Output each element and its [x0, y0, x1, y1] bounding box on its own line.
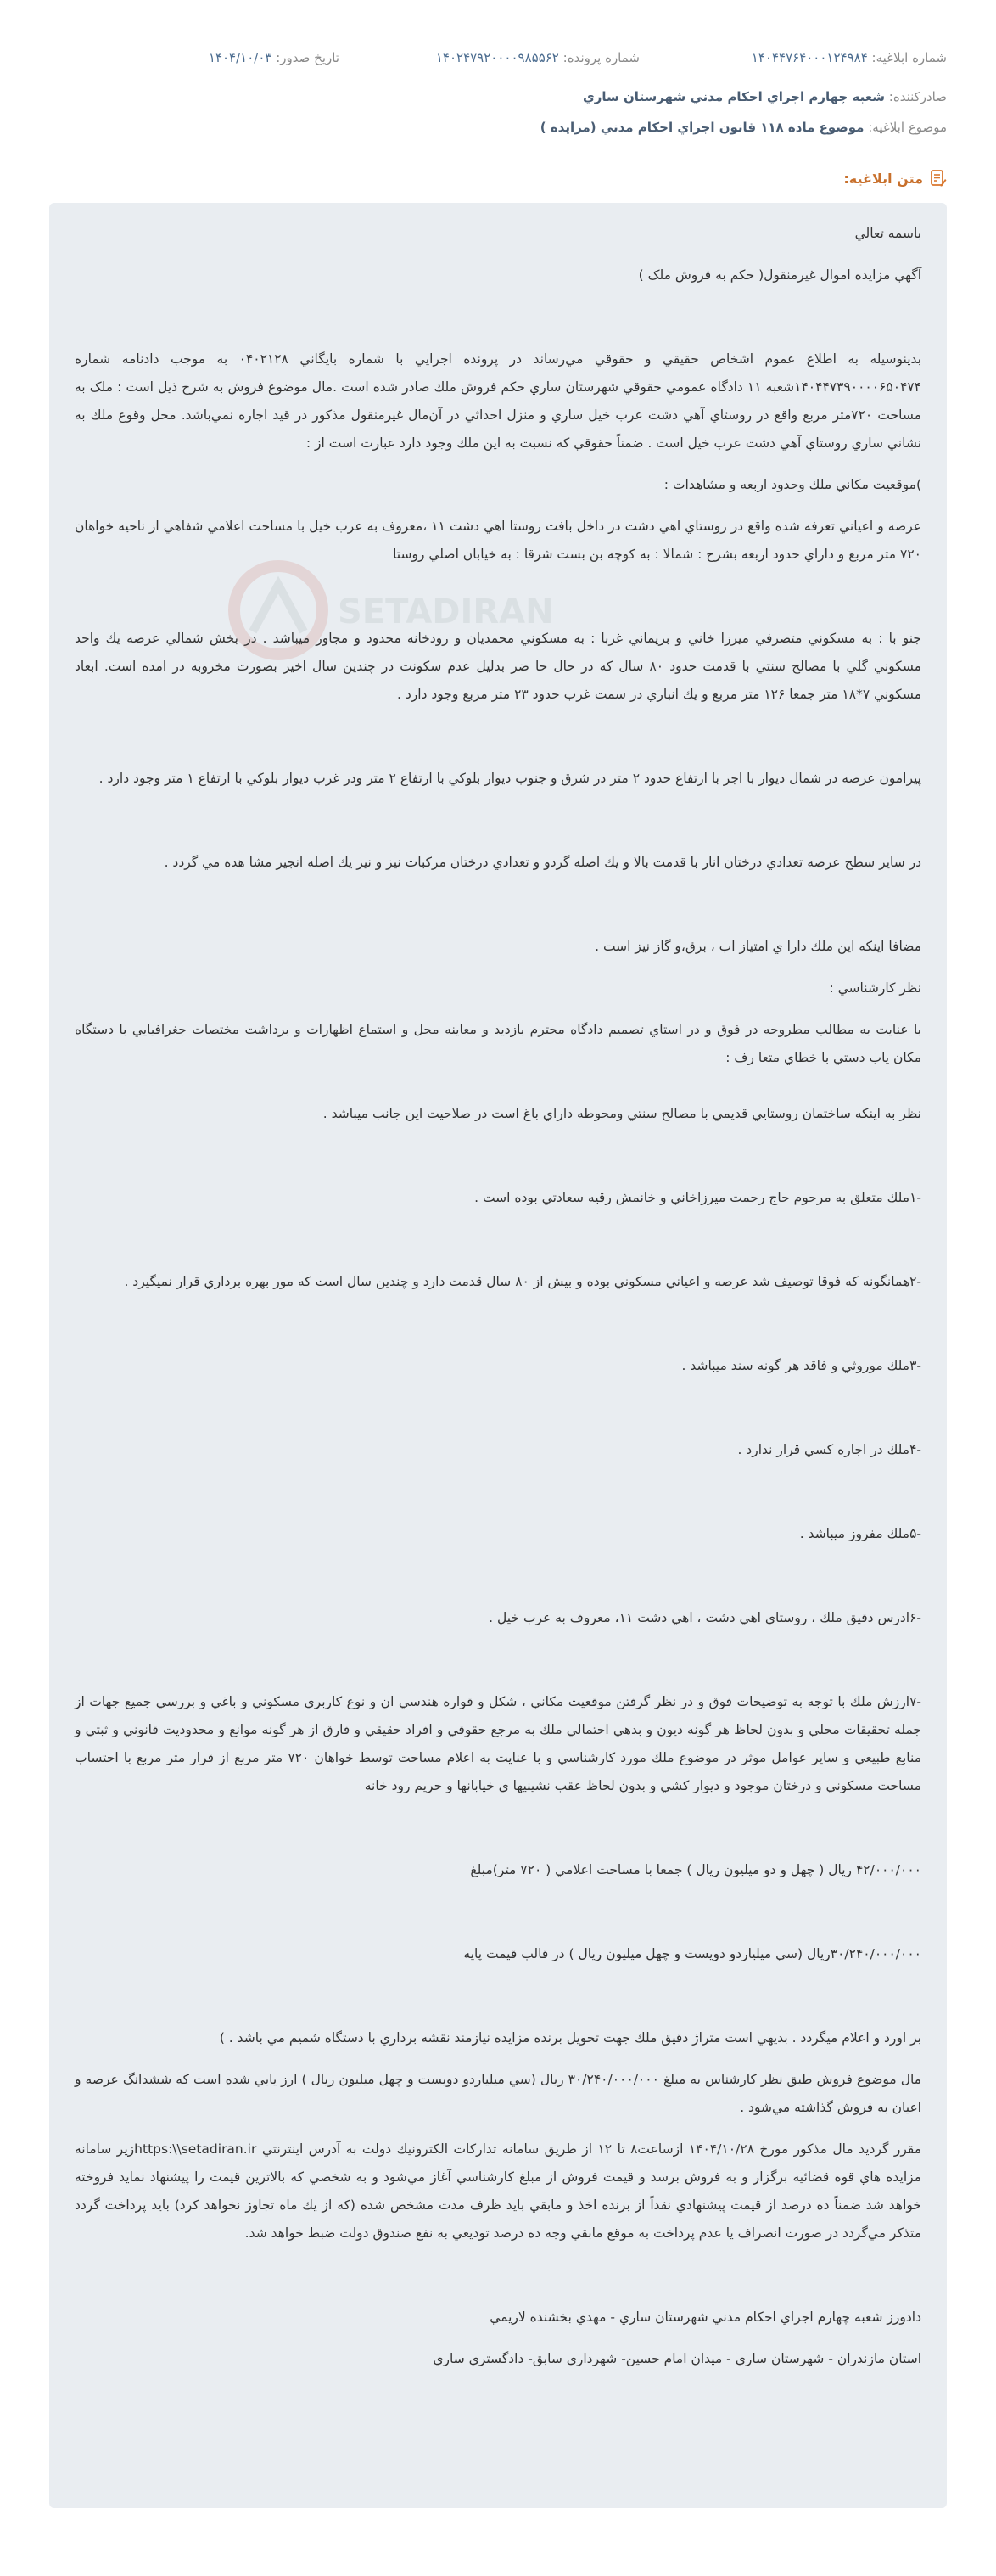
expert-building: نظر به اينكه ساختمان روستايي قديمي با مصالح سنتي ومحوطه داراي باغ است در صلاحيت اين جانب ميباشد .: [322, 1106, 921, 1121]
svg-text:SETADIRAN: SETADIRAN: [338, 592, 554, 631]
disclaimer: بر اورد و اعلام ميگردد . بديهي است متراژ دقيق ملك جهت تحويل برنده مزايده نيازمند نقشه برداري با دستگاه شميم مي باشد . ): [219, 2030, 921, 2046]
notice-meta-row: [0, 49, 996, 66]
list-item: -۴ملك در اجاره كسي قرار ندارد .: [737, 1442, 921, 1457]
auction-title: آگهي مزايده اموال غيرمنقول( حكم به فروش ملک ): [638, 267, 921, 283]
notice-body: [75, 220, 921, 2373]
issuer-label: صادرکننده:: [888, 89, 947, 104]
list-item: -۵ملك مفروز ميباشد .: [799, 1526, 921, 1541]
location-heading: )موقعيت مكاني ملك وحدود اربعه و مشاهدات :: [663, 477, 921, 492]
case-number-value: ۱۴۰۲۴۷۹۲۰۰۰۰۹۸۵۵۶۲: [435, 50, 559, 65]
list-item: -۶ادرس دقيق ملك ، روستاي اهي دشت ، اهي دشت ۱۱، معروف به عرب خيل .: [489, 1610, 921, 1625]
notice-content-box: [49, 203, 947, 2508]
notice-text-title: متن ابلاغيه:: [843, 170, 923, 187]
base-price: ۳۰/۲۴۰/۰۰۰/۰۰۰ريال (سي ميلياردو دويست و چهل ميليون ريال ) در قالب قيمت پايه: [463, 1946, 921, 1961]
document-pen-icon: [930, 169, 947, 188]
issuer-row: [583, 88, 947, 105]
valuation-paragraph: مال موضوع فروش طبق نظر كارشناس به مبلغ ۳۰/۲۴۰/۰۰۰/۰۰۰ ريال (سي ميلياردو دويست و چهل ميليون ريال ) ارز يابي شده است كه ششدانگ عرصه و اعيان به فروش گذاشته مي‌شود .: [75, 2072, 921, 2115]
notice-text-heading: [843, 169, 947, 188]
perimeter-paragraph: پيرامون عرصه در شمال ديوار با اجر با ارتفاع حدود ۲ متر در شرق و جنوب ديوار بلوكي با ارتفاع ۲ متر ودر غرب ديوار بلوكي با ارتفاع ۱ متر وجود دارد .: [98, 771, 921, 786]
notice-number: [752, 49, 947, 66]
notice-number-value: ۱۴۰۴۴۷۶۴۰۰۰۱۲۴۹۸۴: [751, 50, 868, 65]
intro-paragraph: بدينوسيله به اطلاع عموم اشخاص حقيقي و حقوقي مي‌رساند در پرونده اجرايي با شماره بايگاني ۰۴۰۲۱۲۸ به موجب دادنامه شماره ۱۴۰۴۴۷۳۹۰۰۰۰۶۵۰۴۷۴شعبه ۱۱ دادگاه عمومي حقوقي شهرستان ساري حكم فروش ملك صادر شده است .مال موضوع فروش به شرح ذيل است : ملک به مساحت ۷۲۰متر مربع واقع در روستاي آهي دشت عرب خيل ساري و منزل احداثي در آن‌مال غيرمنقول مذكور در قيد اجاره نمي‌باشد. محل وقوع ملك به نشاني ساري روستاي آهي دشت عرب خيل است . ضمناً حقوقي كه نسبت به اين ملك وجود دارد عبارت است از :: [75, 351, 921, 451]
subject-value: موضوع ماده ۱۱۸ قانون اجراي احكام مدني (مزايده ): [540, 120, 865, 135]
case-number: [436, 49, 640, 66]
location-paragraph: عرصه و اعياني تعرفه شده واقع در روستاي اهي دشت در داخل بافت روستا اهي دشت ۱۱ ،معروف به عرب خيل با مساحت اعلامي شفاهي از ناحيه خواهان ۷۲۰ متر مربع و داراي حدود اربعه بشرح : شمالا : به كوچه بن بست شرقا : به خيابان اصلي روستا: [75, 519, 922, 562]
issue-date-label: تاريخ صدور:: [276, 50, 339, 65]
south-boundary-paragraph: جنو با : به مسكوني متصرفي ميرزا خاني و بريماني غربا : به مسكوني محمديان و رودخانه محدود و مجاور ميباشد . در بخش شمالي عرصه يك واحد مسكوني گلي با مصالح سنتي با قدمت حدود ۸۰ سال كه در حال حا ضر بدليل عدم سكونت در چندين سال اخير بصورت مخروبه در امده است. ابعاد مسكوني ۷*۱۸ متر جمعا ۱۲۶ متر مربع و يك انباري در سمت غرب حدود ۲۳ متر مربع وجود دارد .: [75, 631, 921, 702]
list-item: -۷ارزش ملك با توجه به توضيحات فوق و در نظر گرفتن موقعيت مكاني ، شكل و قواره هندسي ان و نوع كاربري مسكوني و باغي و بررسي جميع جهات از جمله تحقيقات محلي و بدون لحاظ هر گونه ديون و بدهي احتمالي ملك به مرجع حقوقي و افراد حقيقي و فارق از هر گونه موانع و محدوديت قانوني و ثبتي و منابع طبيعي و ساير عوامل موثر در موضوع ملك مورد كارشناسي و با عنايت به اعلام مساحت توسط خواهان ۷۲۰ متر مربع از قرار متر مربع با احتساب مساحت مسكوني و درختان موجود و ديوار كشي و بدون لحاظ عقب نشينيها ي خيابانها و حريم رود خانه: [75, 1694, 922, 1793]
price-per-meter: ۴۲/۰۰۰/۰۰۰ ريال ( چهل و دو ميليون ريال ) جمعا با مساحت اعلامي ( ۷۲۰ متر)مبلغ: [470, 1862, 921, 1877]
list-item: -۲همانگونه كه فوقا توصيف شد عرصه و اعياني مسكوني بوده و بيش از ۸۰ سال قدمت دارد و چندين سال است كه مور بهره برداري قرار نميگيرد .: [124, 1274, 921, 1289]
auction-terms-paragraph: مقرر گرديد مال مذكور مورخ ۱۴۰۴/۱۰/۲۸ ازساعت۸ تا ۱۲ از طريق سامانه تداركات الكترونيك دولت به آدرس اينترنتي https:\\setadiran.irزير سامانه مزايده هاي قوه قضائيه برگزار و به فروش برسد و قيمت فروش از مبلغ كارشناسي آغاز مي‌شود و به شخصي كه بالاترين قيمت را پيشنهاد نمايد فروخته خواهد شد ضمناً ده درصد از قيمت پيشنهادي نقداً از برنده اخذ و مابقي بايد ظرف مدت مشخص شده (كه از يك ماه تجاوز نخواهد كرد) بايد پرداخت گردد متذكر مي‌گردد در صورت انصراف يا عدم پرداخت به موقع مابقي وجه ده درصد توديعي به نفع صندوق دولت ضبط خواهد شد.: [75, 2141, 922, 2241]
expert-heading: نظر كارشناسي :: [829, 980, 921, 996]
issue-date-value: ۱۴۰۴/۱۰/۰۳: [208, 50, 272, 65]
trees-paragraph: در ساير سطح عرصه تعدادي درختان انار با قدمت بالا و يك اصله گردو و تعدادي درختان مركبات نيز و نيز يك اصله انجير مشا هده مي گردد .: [164, 855, 921, 870]
list-item: -۱ملك متعلق به مرحوم حاج رحمت ميرزاخاني و خانمش رقيه سعادتي بوده است .: [474, 1190, 921, 1205]
list-item: -۳ملك موروثي و فاقد هر گونه سند ميباشد .: [681, 1358, 921, 1373]
notice-number-label: شماره ابلاغيه:: [871, 50, 947, 65]
issue-date: [209, 49, 339, 66]
subject-label: موضوع ابلاغيه:: [868, 120, 947, 135]
court-address: استان مازندران - شهرستان ساري - ميدان امام حسين- شهرداري سابق- دادگستري ساري: [433, 2351, 921, 2366]
expert-intro: با عنايت به مطالب مطروحه در فوق و در استاي تصميم دادگاه محترم بازديد و معاينه محل و استماع اظهارات و برداشت مختصات جغرافيايي با دستگاه مكان ياب دستي با خطاي متعا رف :: [75, 1022, 921, 1065]
greeting: باسمه تعالي: [854, 226, 921, 241]
issuer-value: شعبه چهارم اجراي احكام مدني شهرستان ساري: [582, 89, 885, 104]
case-number-label: شماره پرونده:: [562, 50, 640, 65]
utilities-paragraph: مضافا اينكه اين ملك دارا ي امتياز اب ، برق،و گاز نيز است .: [595, 939, 921, 954]
signature: دادورز شعبه چهارم اجراي احكام مدني شهرستان ساري - مهدي بخشنده لاريمي: [490, 2309, 921, 2325]
subject-row: [540, 119, 947, 136]
